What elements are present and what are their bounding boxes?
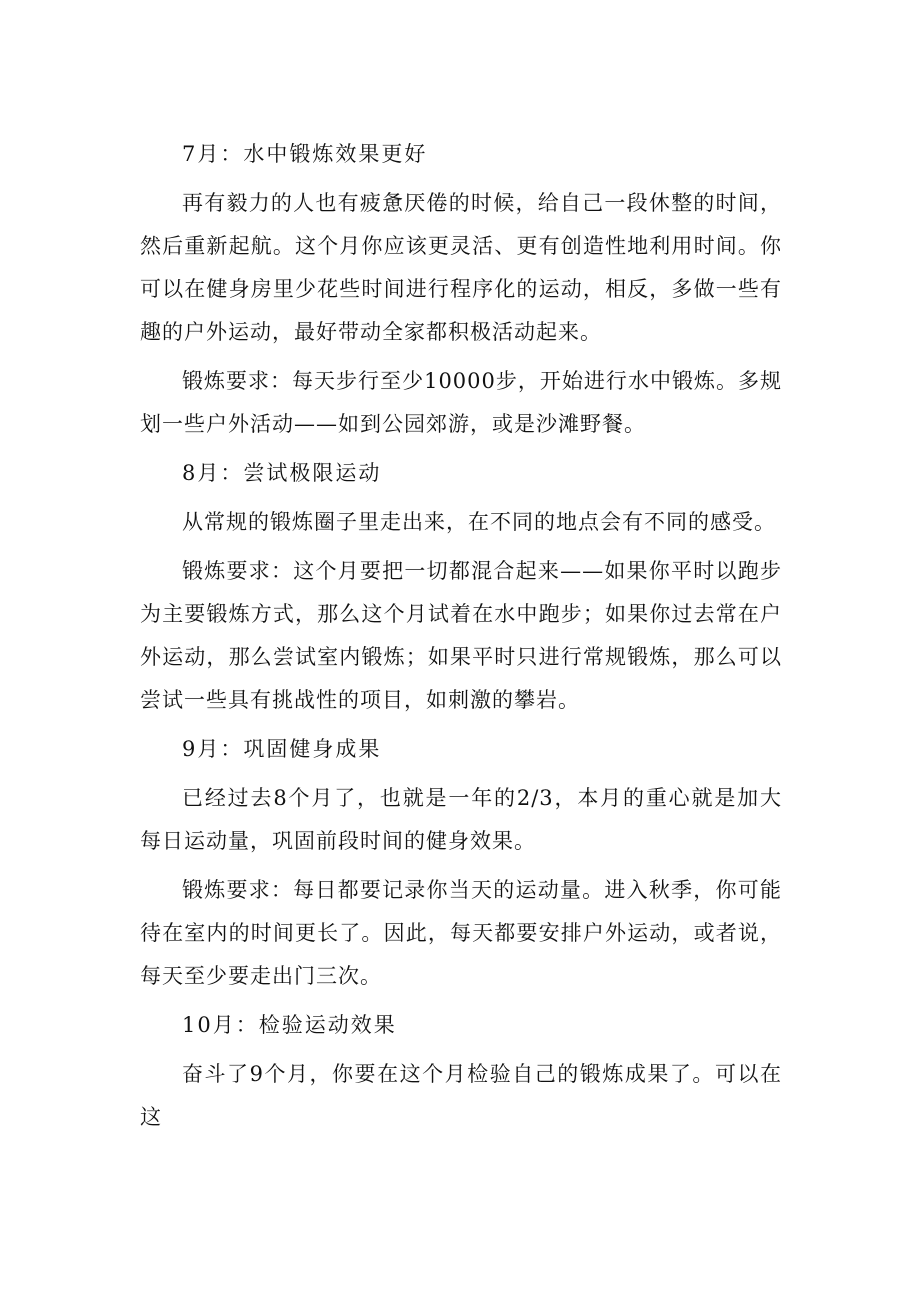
paragraph-july-intro: 再有毅力的人也有疲惫厌倦的时候，给自己一段休整的时间，然后重新起航。这个月你应该更灵活、更有创造性地利用时间。你可以在健身房里少花些时间进行程序化的运动，相反，多做一些有趣的户外运动，最好带动全家都积极活动起来。 [140,191,782,344]
section-heading-july: 7月：水中锻炼效果更好 [182,142,428,166]
paragraph-september-intro: 已经过去8个月了，也就是一年的2/3，本月的重心就是加大每日运动量，巩固前段时间的健身效果。 [140,786,782,853]
paragraph-july-requirement: 锻炼要求：每天步行至少10000步，开始进行水中锻炼。多规划一些户外活动——如到公园郊游，或是沙滩野餐。 [140,369,782,436]
section-heading-august: 8月：尝试极限运动 [182,461,382,485]
paragraph-october-intro: 奋斗了9个月，你要在这个月检验自己的锻炼成果了。可以在这 [140,1062,782,1129]
section-heading-september: 9月：巩固健身成果 [182,737,382,761]
document-body [140,133,782,1139]
paragraph-september-requirement: 锻炼要求：每日都要记录你当天的运动量。进入秋季，你可能待在室内的时间更长了。因此，每天都要安排户外运动，或者说，每天至少要走出门三次。 [140,878,782,988]
section-heading-october: 10月：检验运动效果 [182,1013,397,1037]
paragraph-august-requirement: 锻炼要求：这个月要把一切都混合起来——如果你平时以跑步为主要锻炼方式，那么这个月试着在水中跑步；如果你过去常在户外运动，那么尝试室内锻炼；如果平时只进行常规锻炼，那么可以尝试一些具有挑战性的项目，如刺激的攀岩。 [140,559,782,712]
paragraph-august-intro: 从常规的锻炼圈子里走出来，在不同的地点会有不同的感受。 [182,510,776,534]
